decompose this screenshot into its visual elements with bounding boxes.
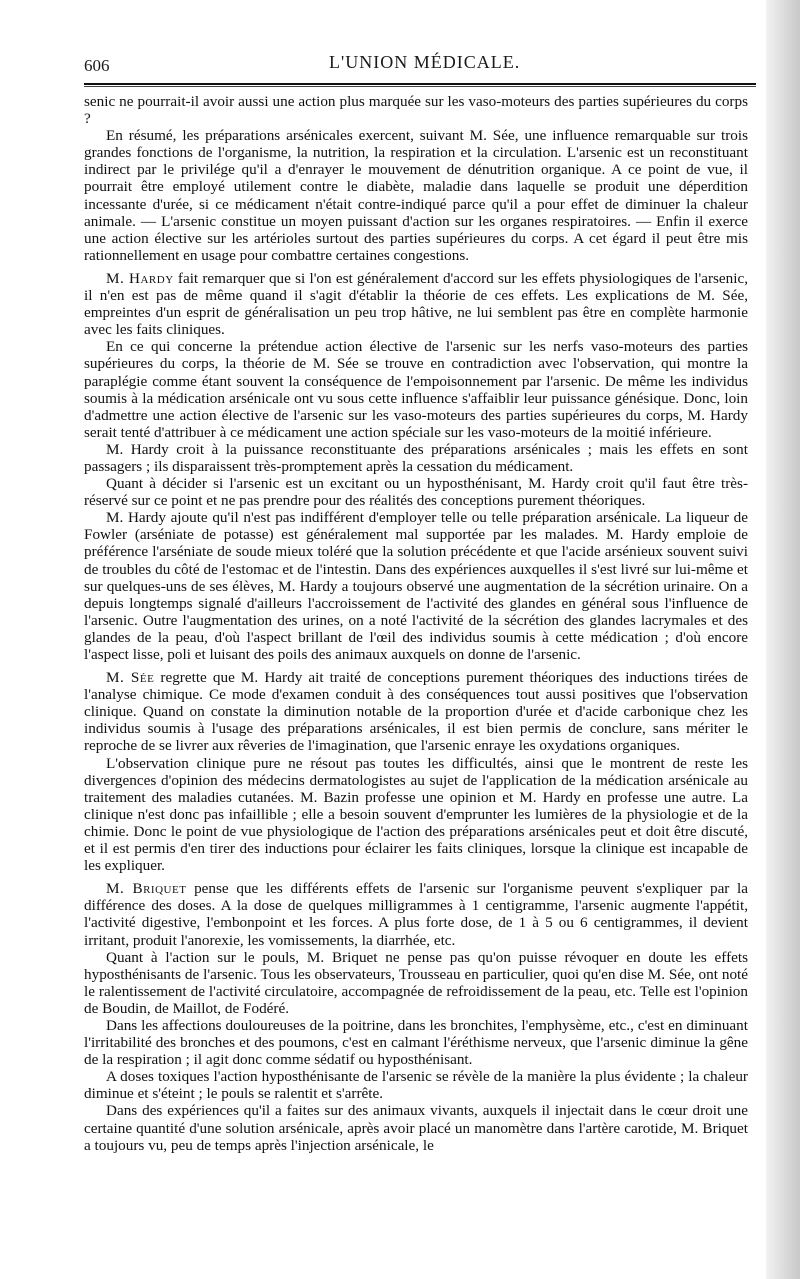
paragraph: M. Hardy croit à la puissance reconstituante des préparations arsénicales ; mais les effets en sont passagers ; ils disparaissent très-promptement après la cessation du médicament. [84, 440, 748, 475]
paragraph [84, 669, 748, 754]
header-rule [84, 83, 756, 85]
paragraph: M. Hardy ajoute qu'il n'est pas indifférent d'employer telle ou telle préparation arsénicale. La liqueur de Fowler (arséniate de potasse) est généralement mal supportée par les malades. M. Hardy emploie de préférence l'arséniate de soude mieux toléré que la solution précédente et que l'acide arsénieux souvent suivi de troubles du côté de l'estomac et de l'intestin. Dans des expériences auxquelles il s'est livré sur lui-même et sur quelques-uns de ses élèves, M. Hardy a toujours observé une augmentation de la sécrétion urinaire. On a depuis longtemps signalé d'ailleurs l'accroissement de l'activité des glandes en général sous l'influence de l'arsenic. Outre l'augmentation des urines, on a noté l'activité de la sécrétion des glandes lacrymales et des glandes de la peau, d'où l'aspect brillant de l'œil des individus soumis à cette médication ; d'où encore l'aspect lisse, poli et luisant des poils des animaux auxquels on donne de l'arsenic. [84, 509, 748, 663]
paragraph: En ce qui concerne la prétendue action élective de l'arsenic sur les nerfs vaso-moteurs des parties supérieures du corps, la théorie de M. Sée se trouve en contradiction avec l'observation, qui montre la paraplégie comme étant souvent la conséquence de l'empoisonnement par l'arsenic. De même les individus soumis à la médication arsénicale ont vu sous cette influence s'affaiblir leur puissance génésique. Donc, loin d'admettre une action élective de l'arsenic sur les vaso-moteurs des parties supérieures du corps, M. Hardy serait tenté d'attribuer à ce médicament une action spéciale sur les vaso-moteurs de la moitié inférieure. [84, 338, 748, 441]
speaker-name: M. Hardy [106, 269, 174, 287]
speaker-name: M. Briquet [106, 880, 187, 898]
page-header [84, 50, 754, 80]
paragraph: L'observation clinique pure ne résout pas toutes les difficultés, ainsi que le montrent de reste les divergences d'opinion des médecins dermatologistes au sujet de l'application de la médication arsénicale au traitement des maladies cutanées. M. Bazin professe une opinion et M. Hardy en professe une autre. La clinique n'est donc pas infaillible ; elle a besoin souvent d'emprunter les lumières de la physiologie et de la chimie. Donc le point de vue physiologique de l'action des préparations arsénicales peut et doit être discuté, et il est permis d'en tirer des inductions pour éclairer les faits cliniques, lorsque la clinique est incapable de les expliquer. [84, 754, 748, 875]
body-text [84, 93, 748, 1154]
paragraph: A doses toxiques l'action hyposthénisante de l'arsenic se révèle de la manière la plus évidente ; la chaleur diminue et s'éteint ; le pouls se ralentit et s'arrête. [84, 1068, 748, 1103]
paragraph: Quant à décider si l'arsenic est un excitant ou un hyposthénisant, M. Hardy croit qu'il faut être très-réservé sur ce point et ne pas prendre pour des réalités des conceptions purement théoriques. [84, 475, 748, 510]
paragraph: Dans les affections douloureuses de la poitrine, dans les bronchites, l'emphysème, etc., c'est en diminuant l'irritabilité des bronches et des poumons, c'est en calmant l'éréthisme nerveux, que l'arsenic diminue la gêne de la respiration ; il agit donc comme sédatif ou hyposthénisant. [84, 1016, 748, 1069]
speaker-name: M. Sée [106, 669, 155, 687]
page-edge-shadow [766, 0, 800, 1279]
paragraph-text: fait remarquer que si l'on est généralement d'accord sur les effets physiologiques de l'arsenic, il n'en est pas de même quand il s'agit d'établir la théorie de ces effets. Les explications de M. Sée, empreintes d'un esprit de généralisation un peu trop hâtive, ne lui semblent pas être en complète harmonie avec les faits cliniques. [84, 269, 749, 339]
paragraph: senic ne pourrait-il avoir aussi une action plus marquée sur les vaso-moteurs des parties supérieures du corps ? [84, 93, 748, 128]
paragraph-text: pense que les différents effets de l'arsenic sur l'organisme peuvent s'expliquer par la différence des doses. A la dose de quelques milligrammes à 1 centigramme, l'arsenic augmente l'appétit, l'activité digestive, l'embonpoint et les forces. A plus forte dose, de 1 à 5 ou 6 centigrammes, il devient irritant, produit l'anorexie, les vomissements, la diarrhée, etc. [84, 880, 748, 949]
page-number: 606 [84, 56, 110, 75]
paragraph [84, 270, 748, 338]
paragraph: Quant à l'action sur le pouls, M. Briquet ne pense pas qu'on puisse révoquer en doute les effets hyposthénisants de l'arsenic. Tous les observateurs, Trousseau en particulier, quoi qu'en dise M. Sée, ont noté le ralentissement de l'activité circulatoire, accompagnée de refroidissement de la peau, etc. Telle est l'opinion de Boudin, de Maillot, de Fodéré. [84, 948, 748, 1017]
running-title: L'UNION MÉDICALE. [329, 52, 521, 72]
paragraph [84, 880, 748, 948]
paragraph: Dans des expériences qu'il a faites sur des animaux vivants, auxquels il injectait dans le cœur droit une certaine quantité d'une solution arsénicale, après avoir placé un manomètre dans l'artère carotide, M. Briquet a toujours vu, peu de temps après l'injection arsénicale, le [84, 1102, 748, 1154]
header-rule-thin [84, 86, 756, 87]
paragraph-text: regrette que M. Hardy ait traité de conceptions purement théoriques des inductions tirées de l'analyse chimique. Ce mode d'examen conduit à des conséquences tout aussi positives que l'observation clinique. Quand on constate la diminution notable de la proportion d'urée et d'acide carbonique chez les individus soumis à l'usage des préparations arsénicales, il est bien permis de conclure, sans mériter le reproche de se livrer aux rêveries de l'imagination, que l'arsenic enraye les oxydations organiques. [84, 669, 748, 755]
paragraph: En résumé, les préparations arsénicales exercent, suivant M. Sée, une influence remarquable sur trois grandes fonctions de l'organisme, la nutrition, la respiration et la circulation. L'arsenic est un reconstituant indirect par le privilége qu'il a d'enrayer le mouvement de dénutrition organique. A ce point de vue, il pourrait être employé utilement contre le diabète, maladie dans laquelle se produit une déperdition incessante d'urée, si ce médicament n'était contre-indiqué parce qu'il a pour effet de diminuer la chaleur animale. — L'arsenic constitue un moyen puissant d'action sur les organes respiratoires. — Enfin il exerce une action élective sur les artérioles surtout des parties supérieures du corps. A cet égard il peut être mis rationnellement en usage pour combattre certaines congestions. [84, 127, 748, 264]
